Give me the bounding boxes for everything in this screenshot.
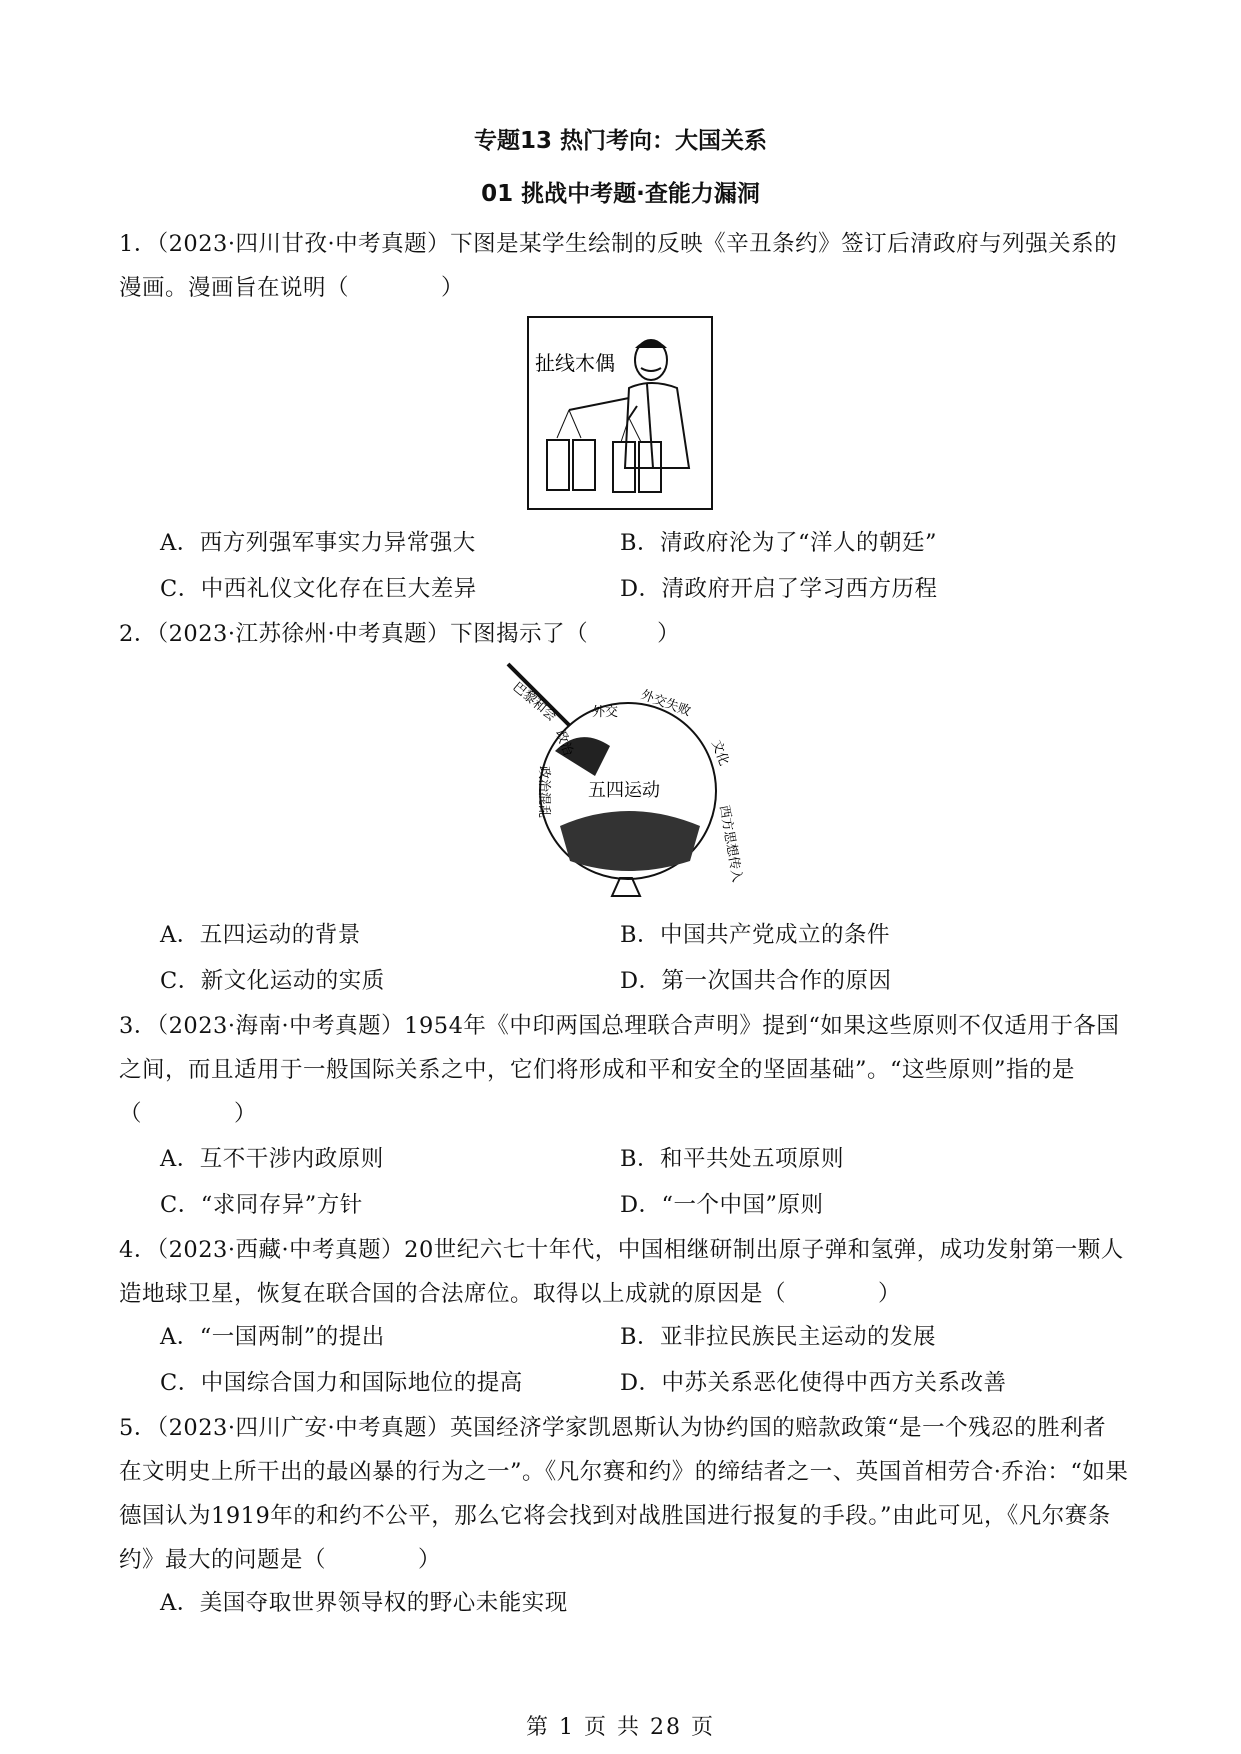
q2-option-c: C．新文化运动的实质	[160, 968, 385, 994]
q4-option-b: B．亚非拉民族民主运动的发展	[620, 1324, 937, 1350]
may-fourth-figure	[500, 656, 750, 906]
center-label: 五四运动	[588, 780, 660, 801]
question-4-stem: 4．（2023·西藏·中考真题）20世纪六七十年代，中国相继研制出原子弹和氢弹，成功发射第一颗人造地球卫星，恢复在联合国的合法席位。取得以上成就的原因是（ ）	[119, 1237, 1124, 1307]
page-footer: 第 1 页 共 28 页	[526, 1715, 715, 1740]
q1-option-c: C．中西礼仪文化存在巨大差异	[160, 576, 477, 602]
question-3-stem: 3．（2023·海南·中考真题）1954年《中印两国总理联合声明》提到“如果这些原则不仅适用于各国之间，而且适用于一般国际关系之中，它们将形成和平和安全的坚固基础”。“这些原则”指的是（ ）	[119, 1013, 1120, 1127]
q1-option-b: B．清政府沦为了“洋人的朝廷”	[620, 530, 938, 556]
q4-option-c: C．中国综合国力和国际地位的提高	[160, 1370, 523, 1396]
q1-option-a: A．西方列强军事实力异常强大	[160, 530, 476, 556]
q3-option-b: B．和平共处五项原则	[620, 1146, 845, 1172]
may-fourth-drawing	[500, 656, 750, 906]
q5-option-a: A．美国夺取世界领导权的野心未能实现	[160, 1590, 568, 1616]
q1-option-d: D．清政府开启了学习西方历程	[620, 576, 938, 602]
q3-option-c: C．“求同存异”方针	[160, 1192, 363, 1218]
diplomacy-label: 外交	[592, 705, 619, 720]
q3-option-d: D．“一个中国”原则	[620, 1192, 824, 1218]
question-1-stem: 1．（2023·四川甘孜·中考真题）下图是某学生绘制的反映《辛丑条约》签订后清政府与列强关系的漫画。漫画旨在说明（ ）	[119, 231, 1118, 301]
section-subtitle: 01 挑战中考题·查能力漏洞	[481, 181, 760, 207]
puppet-label: 扯线木偶	[535, 351, 615, 375]
paris-label: 巴黎和会	[509, 679, 559, 725]
politics-label: 政治	[552, 728, 576, 758]
puppet-cartoon-drawing	[529, 318, 711, 508]
political-chaos-label: 政治混乱	[536, 766, 551, 819]
puppet-cartoon-figure	[527, 316, 713, 510]
western-ideas-label: 西方思想传入	[716, 804, 745, 884]
diplomacy-fail-label: 外交失败	[638, 687, 693, 720]
question-2-stem: 2．（2023·江苏徐州·中考真题）下图揭示了（ ）	[119, 621, 681, 647]
page-title: 专题13 热门考向：大国关系	[473, 128, 767, 154]
culture-label: 文化	[708, 738, 732, 768]
q2-option-a: A．五四运动的背景	[160, 922, 361, 948]
q2-option-b: B．中国共产党成立的条件	[620, 922, 891, 948]
q3-option-a: A．互不干涉内政原则	[160, 1146, 384, 1172]
q2-option-d: D．第一次国共合作的原因	[620, 968, 892, 994]
q4-option-a: A．“一国两制”的提出	[160, 1324, 385, 1350]
q4-option-d: D．中苏关系恶化使得中西方关系改善	[620, 1370, 1007, 1396]
question-5-stem: 5．（2023·四川广安·中考真题）英国经济学家凯恩斯认为协约国的赔款政策“是一个残忍的胜利者在文明史上所干出的最凶暴的行为之一”。《凡尔赛和约》的缔结者之一、英国首相劳合·乔治：“如果德国认为1919年的和约不公平，那么它将会找到对战胜国进行报复的手段。”由此可见，《凡尔赛条约》最大的问题是（ ）	[119, 1415, 1129, 1573]
